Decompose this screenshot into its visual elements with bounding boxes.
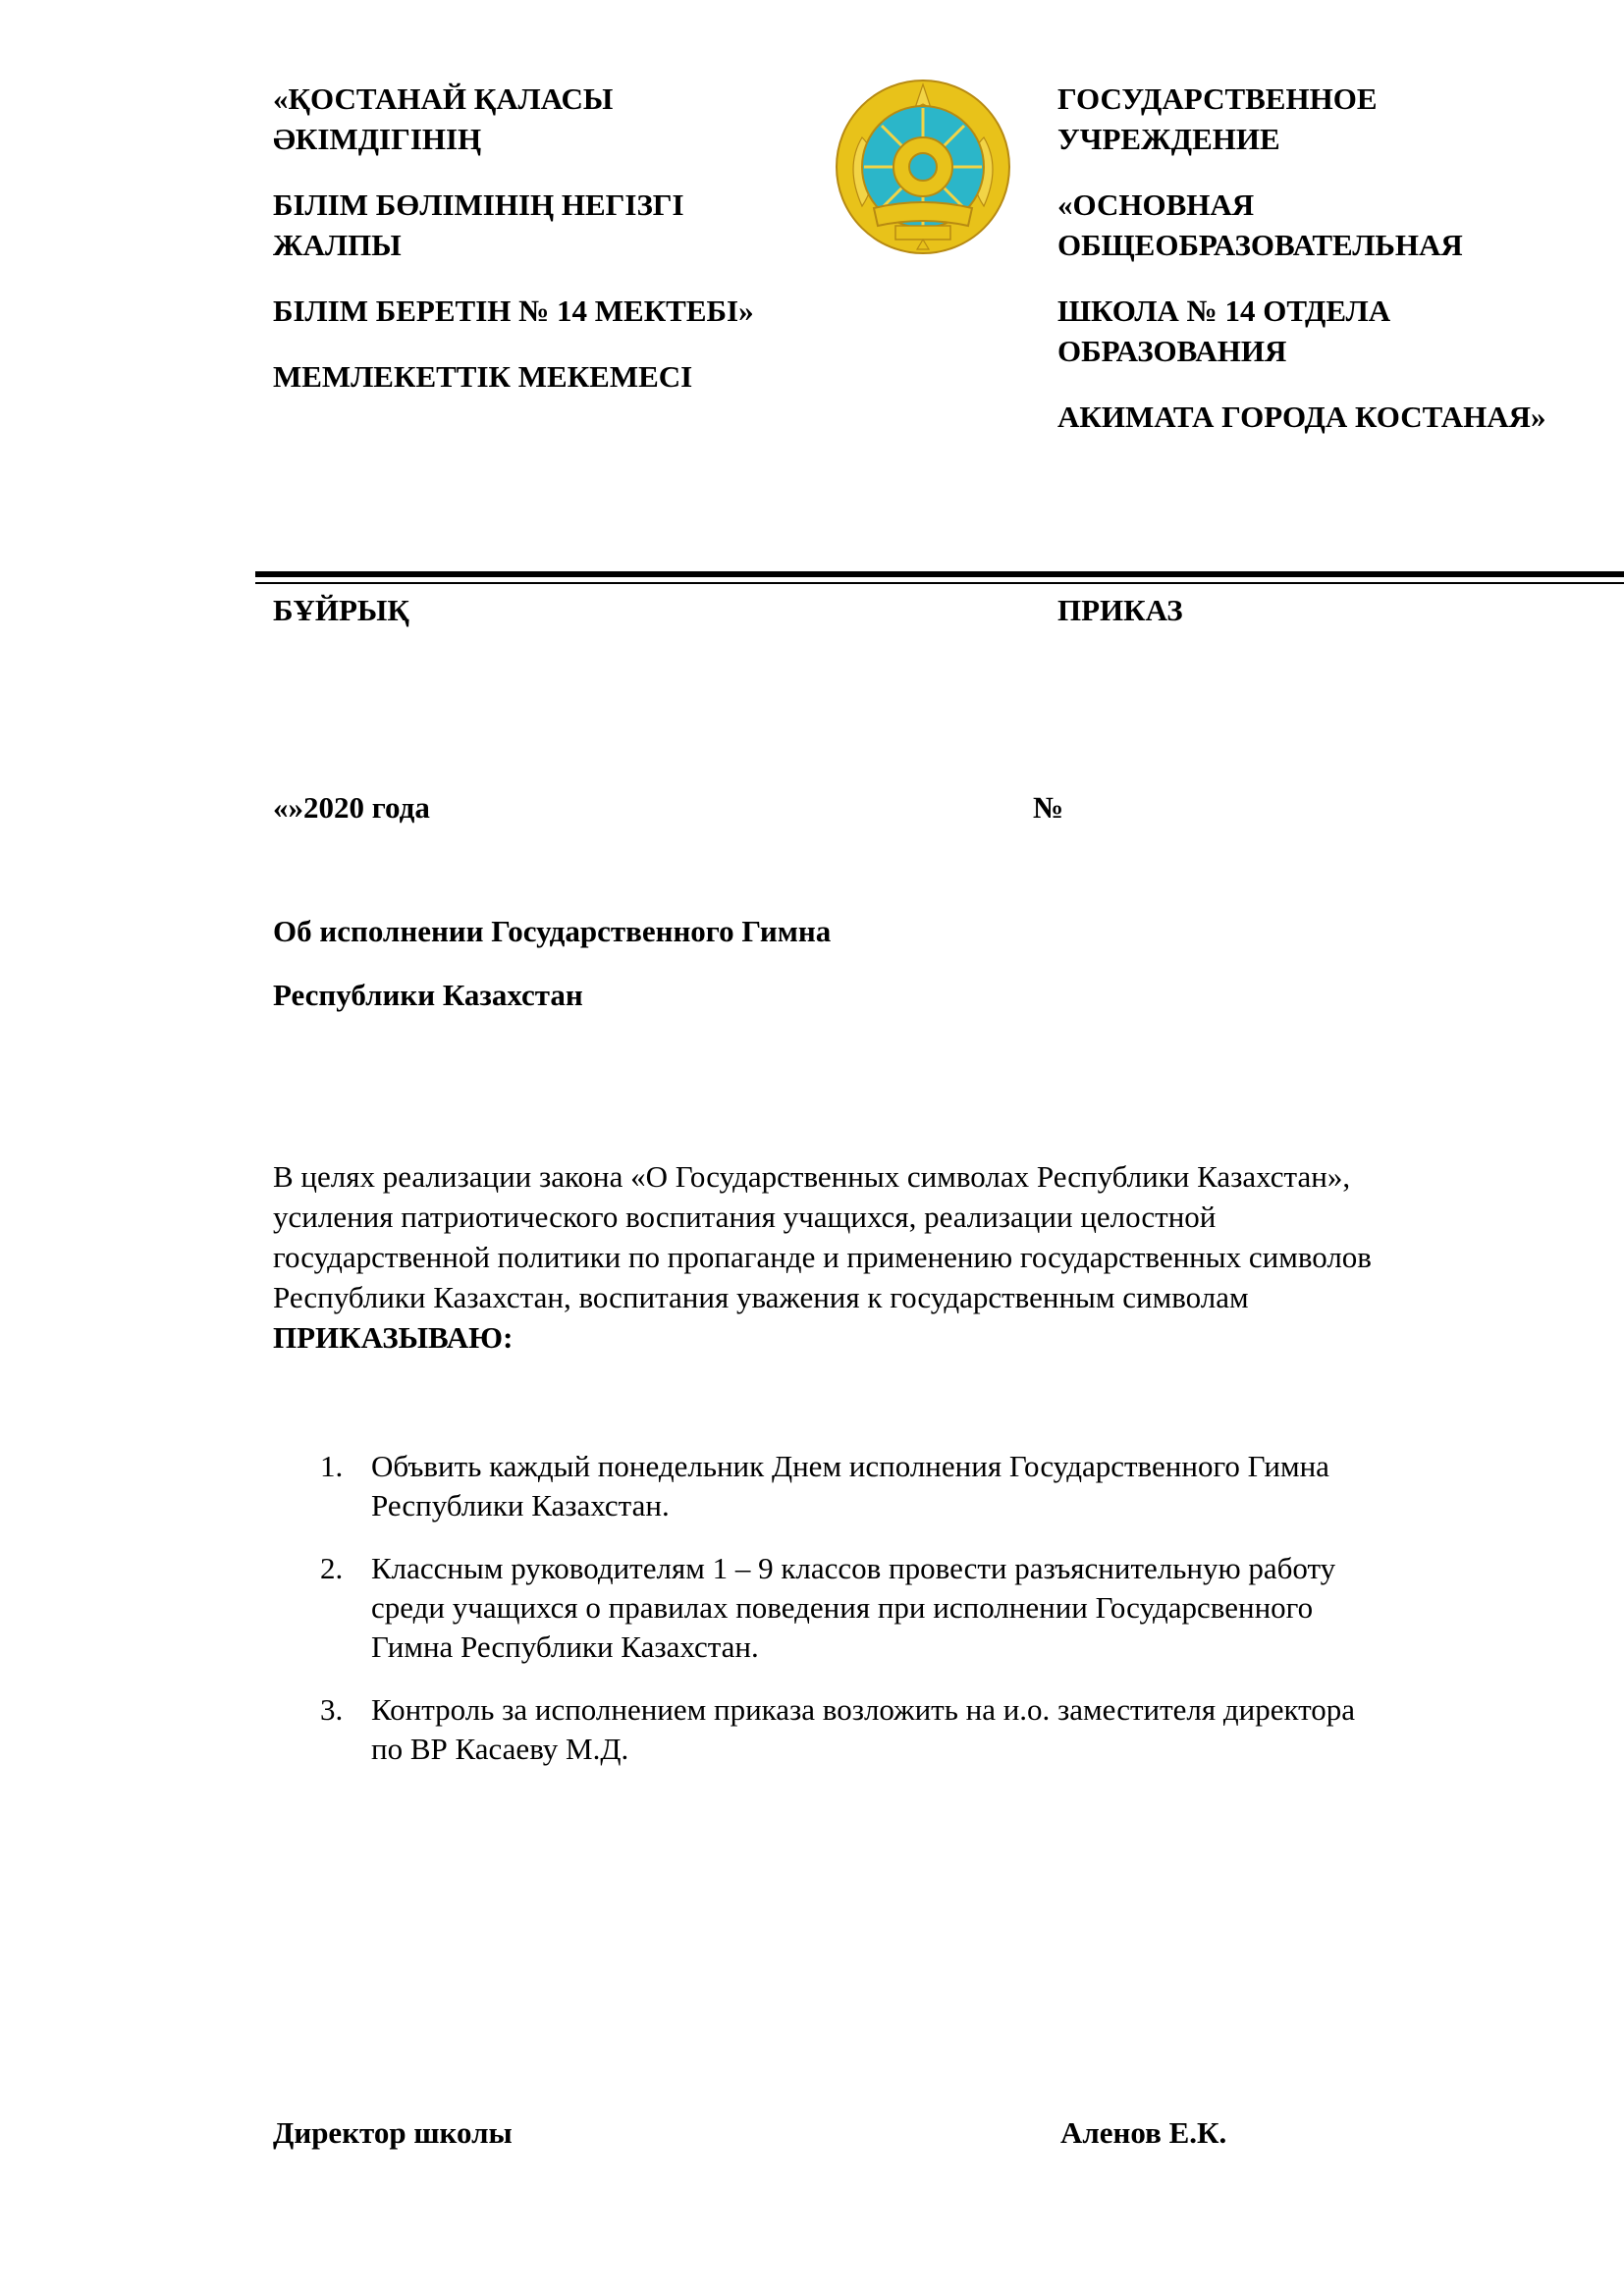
item-line: Контроль за исполнением приказа возложить на и.о. заместителя директора: [371, 1692, 1356, 1727]
item-line: Классным руководителям 1 – 9 классов провести разъяснительную работу: [371, 1551, 1336, 1585]
preamble-line: усиления патриотического воспитания учащихся, реализации целостной: [273, 1200, 1217, 1234]
order-subject: [273, 911, 1157, 1039]
item-line: Гимна Республики Казахстан.: [371, 1629, 759, 1664]
subject-line: Республики Казахстан: [273, 978, 583, 1012]
item-number: 3.: [320, 1692, 344, 1727]
item-number: 1.: [320, 1449, 344, 1483]
order-word: ПРИКАЗЫВАЮ:: [273, 1320, 514, 1355]
header-right-line: ГОСУДАРСТВЕННОЕ: [1057, 81, 1378, 116]
list-item: [273, 1690, 1549, 1769]
order-date: «»2020 года: [273, 790, 430, 825]
header-left-kazakh: [273, 79, 784, 397]
preamble: [273, 1156, 1549, 1358]
subject-line: Об исполнении Государственного Гимна: [273, 914, 832, 948]
header-divider-thin: [255, 582, 1624, 584]
item-line: по ВР Касаеву М.Д.: [371, 1732, 629, 1766]
doc-type-russian: ПРИКАЗ: [1057, 593, 1183, 627]
header-right-line: «ОСНОВНАЯ: [1057, 187, 1255, 222]
header-right-line: УЧРЕЖДЕНИЕ: [1057, 122, 1280, 156]
order-items-list: [273, 1447, 1549, 1792]
header-right-line: АКИМАТА ГОРОДА КОСТАНАЯ»: [1057, 400, 1546, 434]
header-left-line: ӘКІМДІГІНІҢ: [273, 122, 482, 156]
header-left-line: ЖАЛПЫ: [273, 228, 402, 262]
item-line: среди учащихся о правилах поведения при исполнении Государсвенного: [371, 1590, 1314, 1625]
header-right-line: ОБРАЗОВАНИЯ: [1057, 334, 1287, 368]
preamble-line: Республики Казахстан, воспитания уважения к государственным символам: [273, 1280, 1249, 1314]
item-line: Объвить каждый понедельник Днем исполнения Государственного Гимна: [371, 1449, 1329, 1483]
preamble-line: В целях реализации закона «О Государственных символах Республики Казахстан»,: [273, 1159, 1351, 1194]
header-right-line: ШКОЛА № 14 ОТДЕЛА: [1057, 294, 1391, 328]
order-number-label: №: [1033, 790, 1064, 825]
header-right-line: ОБЩЕОБРАЗОВАТЕЛЬНАЯ: [1057, 228, 1463, 262]
doc-type-kazakh: БҰЙРЫҚ: [273, 593, 409, 627]
item-line: Республики Казахстан.: [371, 1488, 670, 1522]
preamble-line: государственной политики по пропаганде и применению государственных символов: [273, 1240, 1372, 1274]
header-left-line: «ҚОСТАНАЙ ҚАЛАСЫ: [273, 81, 614, 116]
header-right-russian: [1057, 79, 1607, 437]
header-divider-thick: [255, 571, 1624, 577]
state-emblem-icon: [835, 79, 1011, 255]
signature-name: Аленов Е.К.: [1060, 2115, 1227, 2150]
list-item: [273, 1447, 1549, 1525]
list-item: [273, 1549, 1549, 1667]
signature-title: Директор школы: [273, 2115, 513, 2150]
header-left-line: БІЛІМ БӨЛІМІНІҢ НЕГІЗГІ: [273, 187, 684, 222]
header-left-line: МЕМЛЕКЕТТІК МЕКЕМЕСІ: [273, 359, 693, 394]
header-left-line: БІЛІМ БЕРЕТІН № 14 МЕКТЕБІ»: [273, 294, 754, 328]
item-number: 2.: [320, 1551, 344, 1585]
